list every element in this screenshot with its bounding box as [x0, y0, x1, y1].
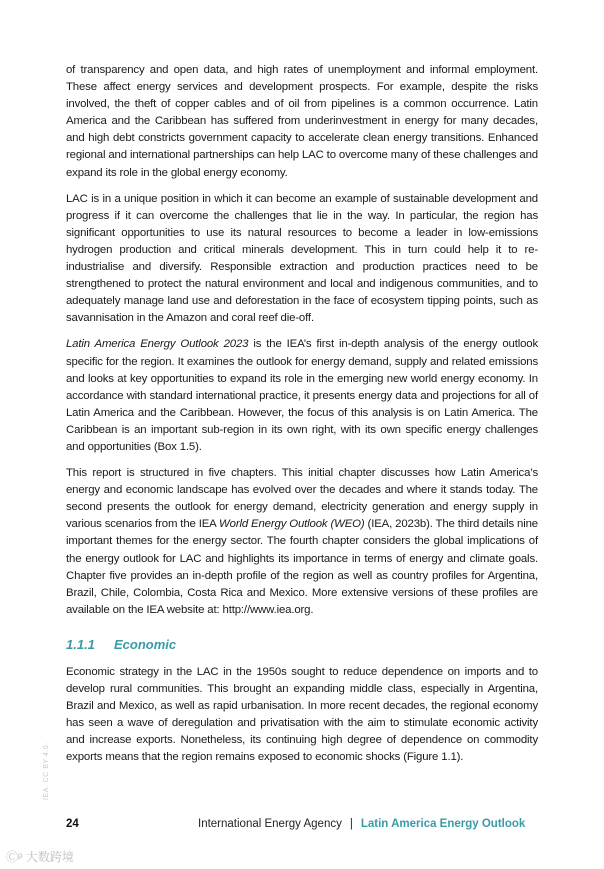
paragraph-4 [66, 465, 538, 619]
footer-report-title: Latin America Energy Outlook [360, 818, 526, 830]
watermark: Ⓒᵖ 大数跨境 [6, 850, 74, 864]
page-footer [66, 818, 538, 830]
paragraph-4-text-a: This report is structured in five chapters. This initial chapter discusses how Latin America’s energy and economic landscape has evolved over the decades and where it stands today. The second presents the outlook for energy demand, electricity generation and energy supply in various scenarios from the IEA [66, 467, 538, 531]
page-number: 24 [66, 818, 79, 830]
paragraph-1: of transparency and open data, and high rates of unemployment and informal employment. These affect energy services and development prospects. For example, despite the risks involved, the theft of copper cables and of oil from pipelines is a common occurrence. Latin America and the Caribbean has suffered from underinvestment in energy for many decades, and high debt constricts government capacity to accelerate clean energy transitions. Enhanced regional and international partnerships can help LAC to overcome many of these challenges and expand its role in the global energy economy. [66, 64, 538, 179]
paragraph-2: LAC is in a unique position in which it can become an example of sustainable development and progress if it can overcome the challenges that lie in the way. In particular, the region has significant opportunities to use its natural resources to become a leader in low-emissions hydrogen production and critical minerals development. This in turn could help it to re-industrialise and diversify. Responsible extraction and production practices need to be strengthened to protect the natural environment and local and indigenous communities, and to adequately manage land use and deforestation in the face of ecosystem tipping points, such as savannisation in the Amazon and coral reef die-off. [66, 192, 538, 325]
report-title-italic: Latin America Energy Outlook 2023 [66, 338, 249, 351]
paragraph-3-text: is the IEA’s first in-depth analysis of the energy outlook specific for the region. It examines the outlook for energy demand, supply and related emissions and looks at key opportunities to expand its role in the emerging new world energy economy. In accordance with standard international practice, it presents energy data and projections for all of Latin America and the Caribbean. However, the focus of this analysis is on Latin America. The Caribbean is an important sub-region in its own right, with its own specific energy challenges and opportunities (Box 1.5). [66, 338, 539, 453]
weo-title-italic: World Energy Outlook (WEO) [219, 518, 365, 531]
footer-separator: | [349, 818, 353, 830]
page-body [66, 62, 538, 775]
footer-organization: International Energy Agency [198, 818, 342, 830]
section-number: 1.1.1 [66, 636, 95, 652]
paragraph-4-text-b: (IEA, 2023b). The third details nine important themes for the energy sector. The fourth chapter considers the global implications of the energy outlook for LAC and highlights its importance in terms of energy and climate goals. Chapter five provides an in-depth profile of the region as well as country profiles for Argentina, Brazil, Chile, Colombia, Costa Rica and Mexico. More extensive versions of these profiles are available on the IEA website at: http://www.iea.org. [66, 518, 538, 616]
paragraph-5: Economic strategy in the LAC in the 1950s sought to reduce dependence on imports and to develop rural communities. This brought an expanding middle class, especially in Argentina, Brazil and Mexico, as well as rapid urbanisation. In more recent decades, the regional economy has seen a wave of deregulation and privatisation with the aim to stimulate economic activity and increase exports. Nonetheless, its continuing high degree of dependence on commodity exports means that the region remains exposed to economic shocks (Figure 1.1). [66, 665, 538, 764]
section-title: Economic [114, 636, 177, 652]
section-heading [66, 637, 538, 652]
license-note: IEA. CC BY 4.0. [43, 742, 50, 800]
paragraph-3 [66, 336, 538, 456]
